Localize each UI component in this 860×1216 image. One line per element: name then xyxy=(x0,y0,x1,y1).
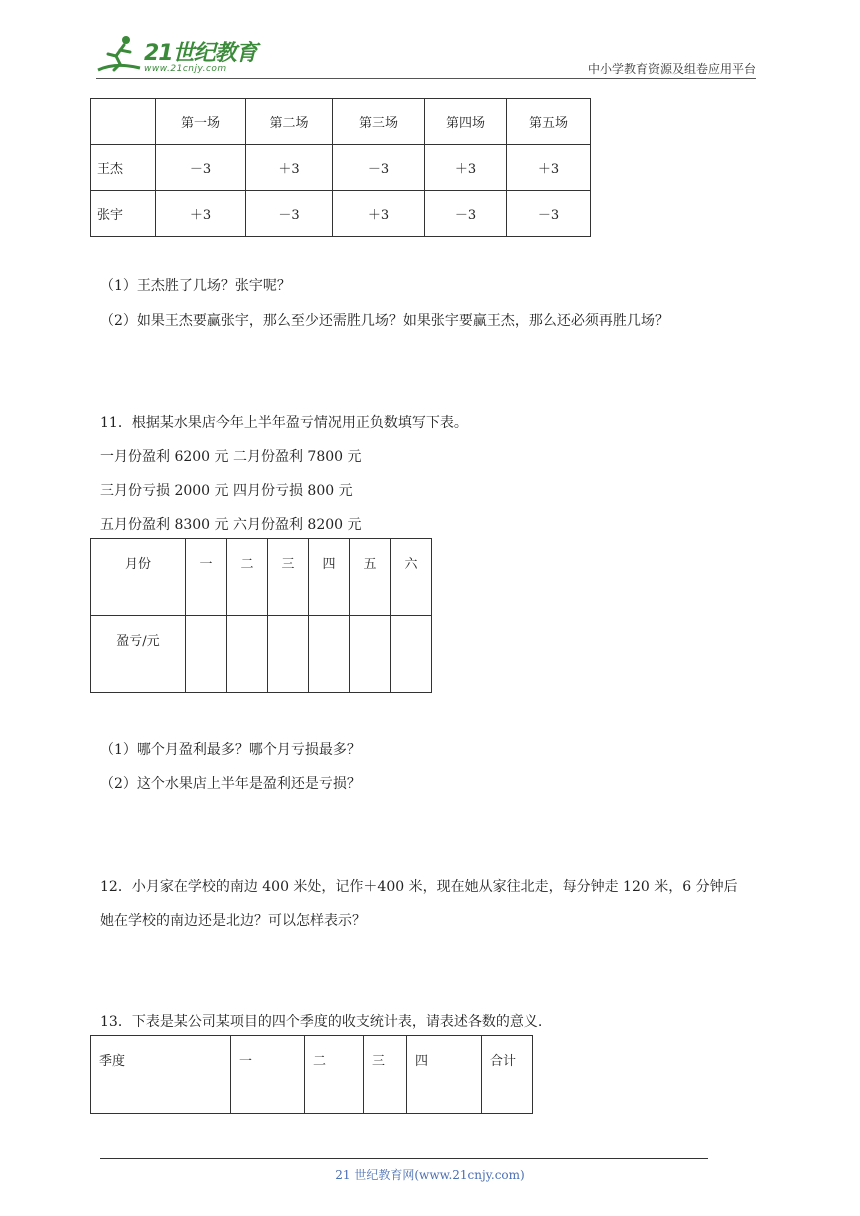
q11-title: 11．根据某水果店今年上半年盈亏情况用正负数填写下表。 xyxy=(100,415,468,431)
table-header-cell: 第三场 xyxy=(333,99,425,145)
empty-cell xyxy=(391,616,432,693)
month-cell: 二 xyxy=(227,539,268,616)
row-label: 月份 xyxy=(91,539,186,616)
logo-text: 21世纪教育 xyxy=(144,41,257,66)
q10-sub2: （2）如果王杰要赢张宇，那么至少还需胜几场？如果张宇要赢王杰，那么还必须再胜几场？ xyxy=(100,313,669,329)
table-cell: ＋3 xyxy=(333,191,425,237)
empty-cell xyxy=(268,616,309,693)
footer-text: 21 世纪教育网(www.21cnjy.com) xyxy=(335,1168,525,1182)
table-header-cell: 第二场 xyxy=(246,99,333,145)
logo xyxy=(96,30,276,76)
profit-loss-table xyxy=(90,538,432,693)
table-header-cell: 四 xyxy=(407,1036,482,1114)
table-cell: －3 xyxy=(507,191,591,237)
table-row xyxy=(91,539,432,616)
table-row xyxy=(91,1036,533,1114)
table-cell: －3 xyxy=(333,145,425,191)
quarterly-table xyxy=(90,1035,533,1114)
row-label: 张宇 xyxy=(91,191,156,237)
table-cell: －3 xyxy=(156,145,246,191)
empty-cell xyxy=(309,616,350,693)
table-header-row xyxy=(91,99,591,145)
header-platform-text: 中小学教育资源及组卷应用平台 xyxy=(587,62,756,76)
q11-line3: 五月份盈利 8300 元 六月份盈利 8200 元 xyxy=(100,517,362,533)
table-header-cell: 第四场 xyxy=(425,99,507,145)
q10-sub1: （1）王杰胜了几场？张宇呢？ xyxy=(100,278,291,294)
table-header-cell: 三 xyxy=(364,1036,407,1114)
q11-sub2: （2）这个水果店上半年是盈利还是亏损？ xyxy=(100,776,361,792)
table-row xyxy=(91,191,591,237)
q11-line2: 三月份亏损 2000 元 四月份亏损 800 元 xyxy=(100,483,353,499)
page-header xyxy=(96,30,756,79)
empty-cell xyxy=(186,616,227,693)
table-header-cell: 第一场 xyxy=(156,99,246,145)
q13-title: 13．下表是某公司某项目的四个季度的收支统计表，请表述各数的意义. xyxy=(100,1014,543,1030)
month-cell: 一 xyxy=(186,539,227,616)
table-cell xyxy=(91,99,156,145)
table-header-cell: 第五场 xyxy=(507,99,591,145)
table-header-cell: 季度 xyxy=(91,1036,231,1114)
runner-logo-icon xyxy=(96,32,142,78)
empty-cell xyxy=(227,616,268,693)
table-cell: －3 xyxy=(425,191,507,237)
month-cell: 六 xyxy=(391,539,432,616)
table-header-cell: 二 xyxy=(305,1036,364,1114)
table-header-cell: 合计 xyxy=(482,1036,533,1114)
footer-divider xyxy=(100,1158,708,1159)
match-results-table xyxy=(90,98,591,237)
month-cell: 四 xyxy=(309,539,350,616)
table-cell: ＋3 xyxy=(507,145,591,191)
month-cell: 五 xyxy=(350,539,391,616)
logo-url: www.21cnjy.com xyxy=(144,64,227,74)
q12-line1: 12．小月家在学校的南边 400 米处，记作＋400 米，现在她从家往北走，每分钟走 120 米，6 分钟后 xyxy=(100,879,738,895)
q11-line1: 一月份盈利 6200 元 二月份盈利 7800 元 xyxy=(100,449,362,465)
table-cell: ＋3 xyxy=(246,145,333,191)
table-cell: －3 xyxy=(246,191,333,237)
row-label: 王杰 xyxy=(91,145,156,191)
table-cell: ＋3 xyxy=(425,145,507,191)
table-cell: ＋3 xyxy=(156,191,246,237)
row-label: 盈亏/元 xyxy=(91,616,186,693)
table-row xyxy=(91,145,591,191)
table-header-cell: 一 xyxy=(231,1036,305,1114)
empty-cell xyxy=(350,616,391,693)
month-cell: 三 xyxy=(268,539,309,616)
q12-line2: 她在学校的南边还是北边？可以怎样表示？ xyxy=(100,913,366,929)
table-row xyxy=(91,616,432,693)
q11-sub1: （1）哪个月盈利最多？哪个月亏损最多？ xyxy=(100,742,361,758)
